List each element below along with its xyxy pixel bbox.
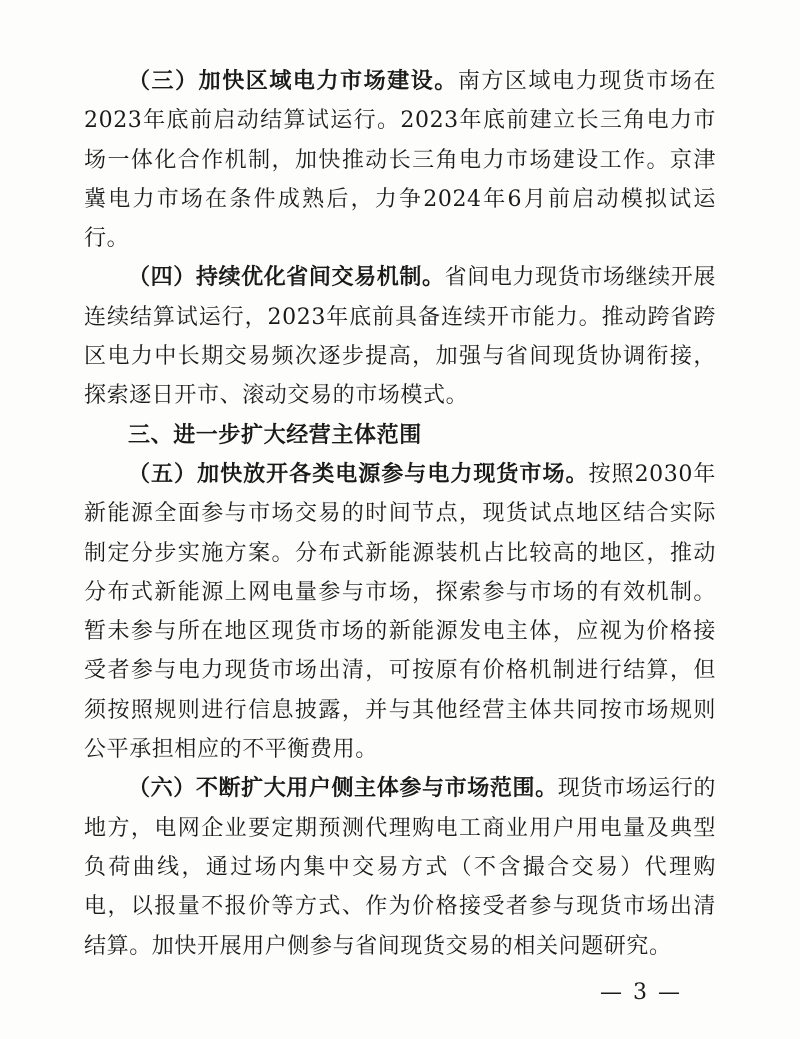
paragraph-lead: （五）加快放开各类电源参与电力现货市场。 xyxy=(128,460,589,487)
paragraph-regional-market xyxy=(84,62,716,258)
paragraph-lead: （四）持续优化省间交易机制。 xyxy=(128,264,445,291)
paragraph-text: 南方区域电力现货市场在2023年底前启动结算试运行。2023年底前建立长三角电力市场一体化合作机制，加快推动长三角电力市场建设工作。京津冀电力市场在条件成熟后，力争2024年6月前启动模拟试运行。 xyxy=(84,69,716,252)
document-body xyxy=(84,62,716,966)
paragraph-text: 按照2030年新能源全面参与市场交易的时间节点，现货试点地区结合实际制定分步实施方案。分布式新能源装机占比较高的地区，推动分布式新能源上网电量参与市场，探索参与市场的有效机制。暂未参与所在地区现货市场的新能源发电主体，应视为价格接受者参与电力现货市场出清，可按原有价格机制进行结算，但须按照规则进行信息披露，并与其他经营主体共同按市场规则公平承担相应的不平衡费用。 xyxy=(84,461,716,763)
paragraph-text: 现货市场运行的地方，电网企业要定期预测代理购电工商业用户用电量及典型负荷曲线，通过场内集中交易方式（不含撮合交易）代理购电，以报量不报价等方式、作为价格接受者参与现货市场出清结算。加快开展用户侧参与省间现货交易的相关问题研究。 xyxy=(84,776,716,959)
paragraph-lead: （六）不断扩大用户侧主体参与市场范围。 xyxy=(128,775,558,802)
paragraph-power-sources xyxy=(84,455,716,769)
paragraph-text: 省间电力现货市场继续开展连续结算试运行，2023年底前具备连续开市能力。推动跨省跨区电力中长期交易频次逐步提高，加强与省间现货协调衔接，探索逐日开市、滚动交易的市场模式。 xyxy=(84,265,716,409)
paragraph-interprovincial-trading xyxy=(84,258,716,415)
paragraph-user-side xyxy=(84,769,716,965)
page-number: — 3 — xyxy=(600,980,682,1005)
section-heading: 三、进一步扩大经营主体范围 xyxy=(128,422,422,448)
paragraph-lead: （三）加快区域电力市场建设。 xyxy=(128,68,458,94)
